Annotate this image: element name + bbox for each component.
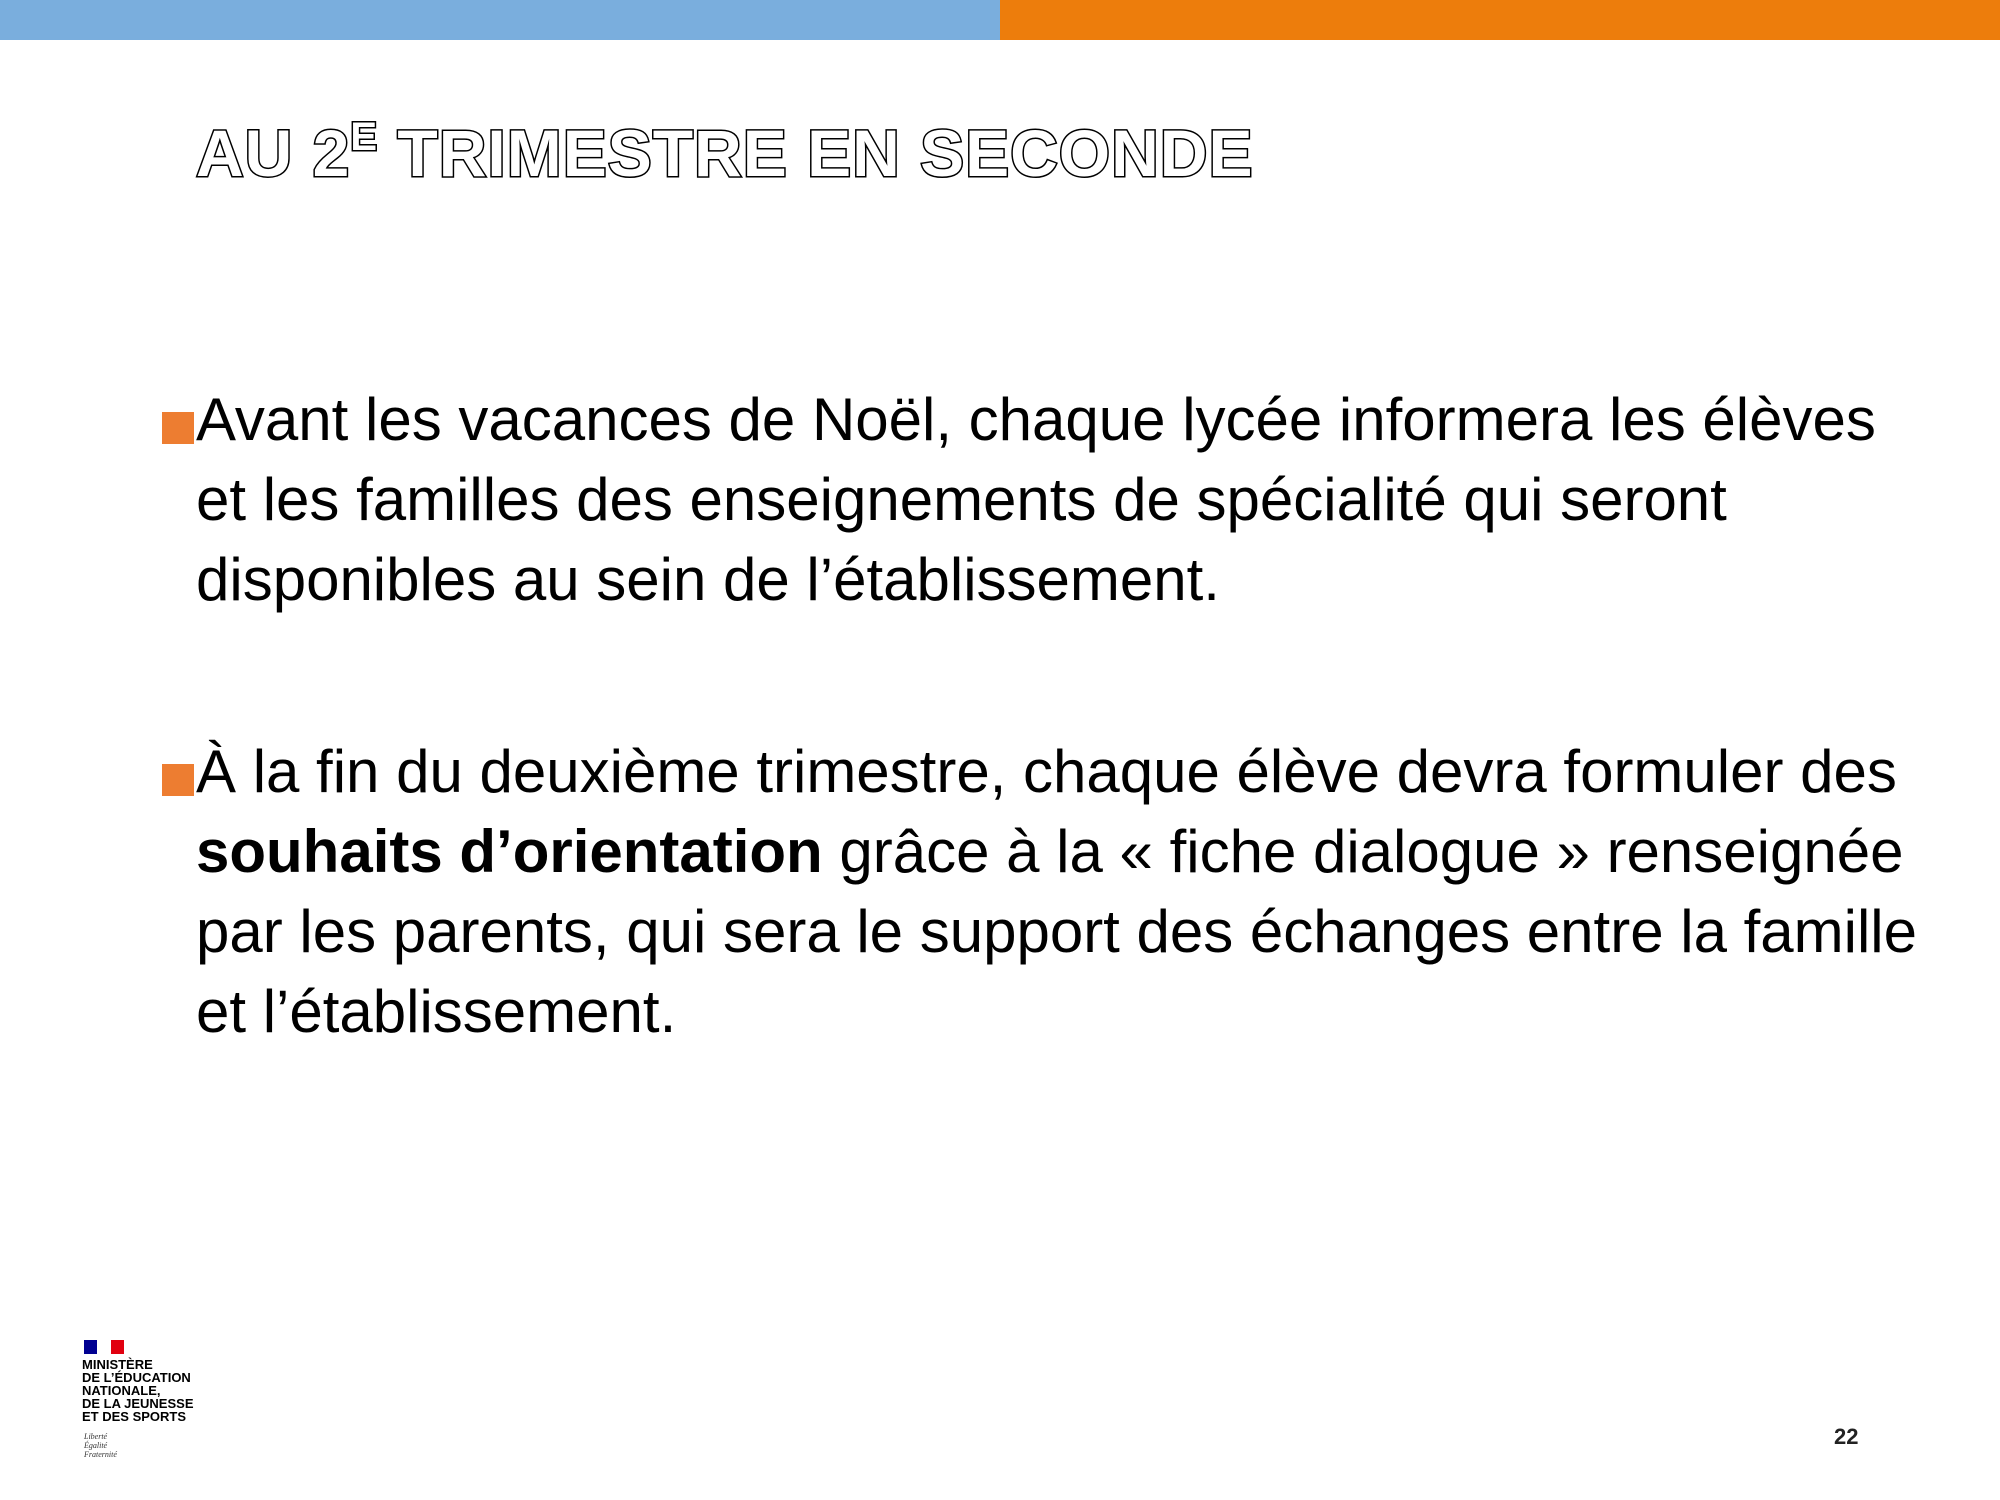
bullet-text-2-after: grâce à la « fiche dialogue » renseignée par les parents, qui sera le support des échanges entre la famille et l’établissement.: [196, 818, 1917, 1045]
slide-title-prefix: AU 2: [196, 116, 351, 190]
square-bullet-icon: [162, 764, 194, 796]
republic-motto: [84, 1432, 117, 1459]
top-bar-blue-segment: [0, 0, 1000, 40]
ministry-line-4: DE LA JEUNESSE: [82, 1396, 194, 1411]
motto-line-2: Égalité: [84, 1441, 108, 1450]
bullet-item-2: [162, 732, 1922, 1052]
ministry-line-3: NATIONALE,: [82, 1383, 161, 1398]
slide-title-suffix: TRIMESTRE EN SECONDE: [378, 116, 1254, 190]
square-bullet-icon: [162, 412, 194, 444]
ministry-logo: [82, 1336, 242, 1476]
ministry-line-1: MINISTÈRE: [82, 1357, 153, 1372]
motto-line-3: Fraternité: [84, 1450, 117, 1459]
slide-title: [196, 108, 1254, 198]
bullet-text-1: Avant les vacances de Noël, chaque lycée informera les élèves et les familles des enseignements de spécialité qui seront disponibles au sein de l’établissement.: [196, 386, 1876, 613]
bullet-text-2-bold: souhaits d’orientation: [196, 818, 823, 885]
ministry-line-5: ET DES SPORTS: [82, 1409, 187, 1424]
motto-line-1: Liberté: [84, 1432, 108, 1441]
french-flag-icon: [84, 1340, 124, 1354]
page-number: 22: [1834, 1424, 1859, 1449]
top-bar-orange-segment: [1000, 0, 2000, 40]
bullet-text-2: [196, 732, 1922, 1052]
slide-title-superscript: E: [350, 115, 379, 159]
bullet-text-2-before: À la fin du deuxième trimestre, chaque élève devra formuler des: [196, 738, 1897, 805]
ministry-name: [82, 1358, 194, 1423]
ministry-line-2: DE L’ÉDUCATION: [82, 1370, 191, 1385]
bullet-item-1: [162, 380, 1922, 620]
top-color-bar: [0, 0, 2000, 40]
